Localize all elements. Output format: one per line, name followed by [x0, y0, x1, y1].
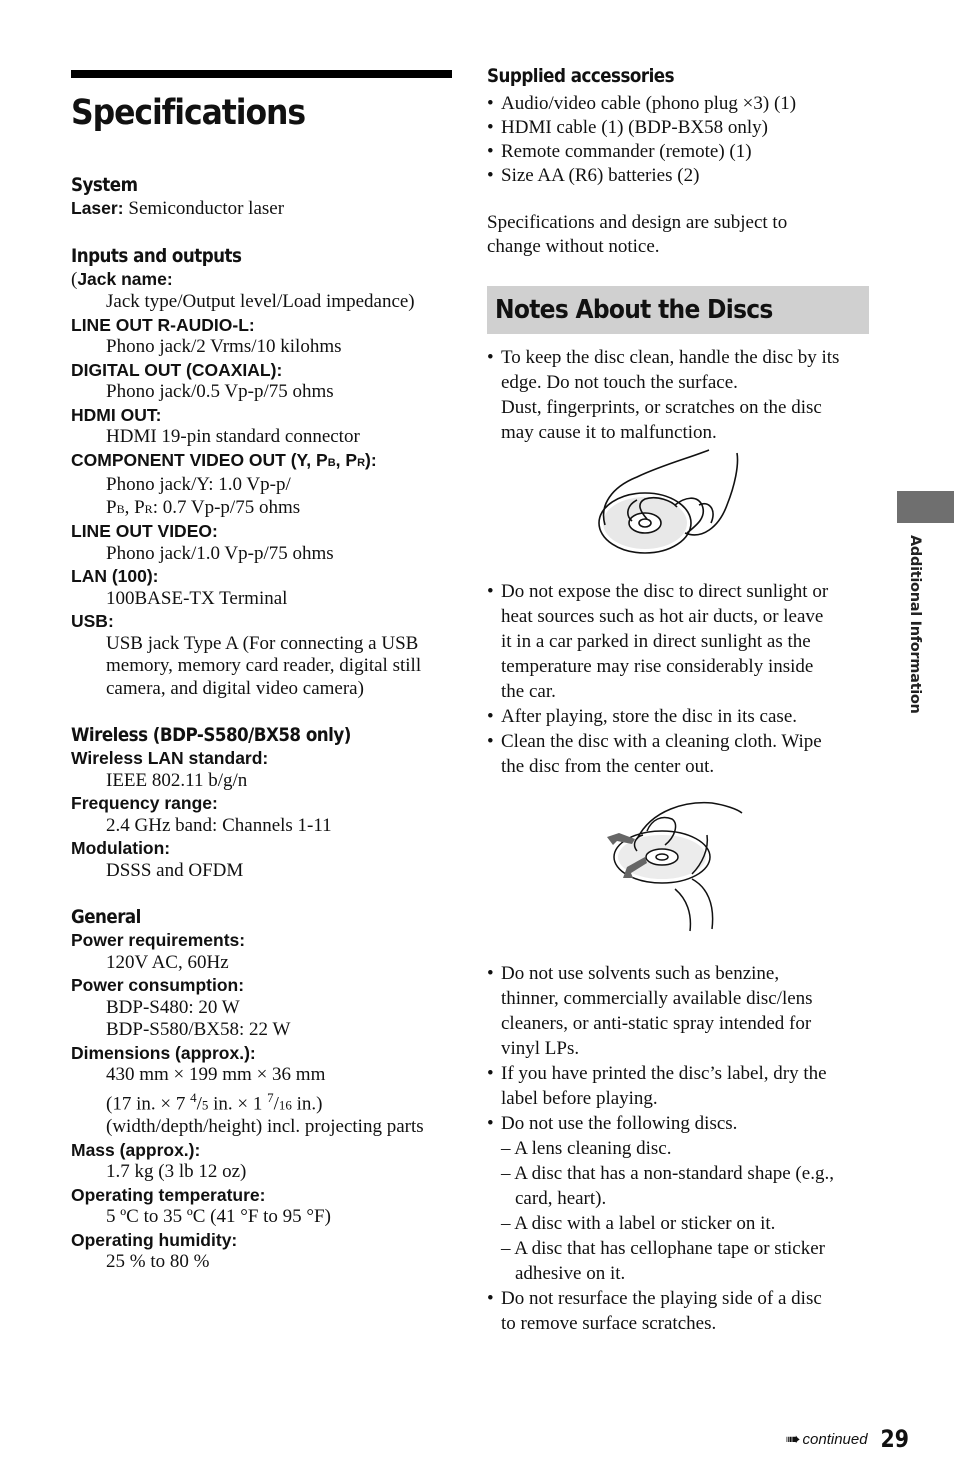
op-hum-def: 25 % to 80 %	[106, 1251, 210, 1273]
spec-notice-2: change without notice.	[487, 236, 660, 257]
continued-label: continued	[802, 1430, 868, 1448]
io-heading: Inputs and outputs	[71, 244, 242, 267]
power-req-term: Power requirements:	[71, 930, 246, 950]
io-legend-def: Jack type/Output level/Load impedance)	[106, 291, 415, 312]
component-video-term: COMPONENT VIDEO OUT (Y, PB, PR):	[71, 449, 377, 470]
frequency-def: 2.4 GHz band: Channels 1-11	[106, 814, 332, 836]
modulation-term: Modulation:	[71, 838, 171, 858]
digital-out-def: Phono jack/0.5 Vp-p/75 ohms	[106, 381, 334, 402]
line-out-video-term: LINE OUT VIDEO:	[71, 521, 218, 541]
io-legend-term: (Jack name:	[71, 268, 173, 290]
digital-out-term: DIGITAL OUT (COAXIAL):	[71, 359, 283, 380]
wireless-standard-term: Wireless LAN standard:	[71, 748, 269, 768]
mass-def: 1.7 kg (3 lb 12 oz)	[106, 1161, 247, 1183]
sub-note-nonstandard: – A disc that has a non-standard shape (e.g., card, heart).	[501, 1163, 834, 1209]
continued-arrow-icon: ➠	[785, 1428, 801, 1449]
hdmi-out-def: HDMI 19-pin standard connector	[106, 426, 360, 447]
laser-value: Semiconductor laser	[128, 198, 285, 219]
usb-def-1: USB jack Type A (For connecting a USB	[106, 632, 419, 654]
wireless-standard-def: IEEE 802.11 b/g/n	[106, 769, 248, 791]
laser-spec	[71, 197, 452, 221]
spec-notice-1: Specifications and design are subject to	[487, 212, 788, 233]
note-printed-label: • If you have printed the disc’s label, dry the label before playing.	[487, 1061, 869, 1111]
dimensions-def-2: (17 in. × 7 $^4$/5 in. × 1 $^7$/16 in.)	[106, 1089, 323, 1114]
note-handle-edge: • To keep the disc clean, handle the disc by its edge. Do not touch the surface. Dust, fingerprints, or scratches on the disc may cause it to malfunction.	[487, 345, 869, 445]
dimensions-def-3: (width/depth/height) incl. projecting parts	[106, 1116, 424, 1138]
wireless-heading: Wireless (BDP-S580/BX58 only)	[71, 724, 351, 746]
accessory-item: • Size AA (R6) batteries (2)	[487, 164, 869, 188]
mass-term: Mass (approx.):	[71, 1139, 201, 1160]
modulation-def: DSSS and OFDM	[106, 859, 244, 881]
disc-handling-illustration	[487, 445, 869, 575]
note-solvents: • Do not use solvents such as benzine, thinner, commercially available disc/lens cleaners, or anti-static spray intended for vinyl LPs.	[487, 961, 869, 1061]
note-clean-disc: • Clean the disc with a cleaning cloth. Wipe the disc from the center out.	[487, 729, 869, 779]
general-heading: General	[71, 906, 141, 928]
note-resurface: • Do not resurface the playing side of a disc to remove surface scratches.	[487, 1286, 869, 1336]
notes-heading: Notes About the Discs	[495, 295, 773, 325]
page-number: 29	[880, 1425, 909, 1453]
section-tab-marker	[897, 491, 954, 523]
op-temp-term: Operating temperature:	[71, 1184, 266, 1205]
disc-cleaning-illustration	[487, 779, 869, 939]
dimensions-term: Dimensions (approx.):	[71, 1042, 256, 1063]
page-footer	[785, 1425, 911, 1453]
power-cons-def-2: BDP-S580/BX58: 22 W	[106, 1019, 291, 1040]
line-out-video-def: Phono jack/1.0 Vp-p/75 ohms	[106, 542, 334, 564]
power-req-def: 120V AC, 60Hz	[106, 951, 229, 973]
accessory-item: • Remote commander (remote) (1)	[487, 140, 869, 164]
accessory-item: • Audio/video cable (phono plug ×3) (1)	[487, 92, 869, 116]
sub-note-cellophane: – A disc that has cellophane tape or sticker adhesive on it.	[501, 1238, 825, 1284]
system-heading: System	[71, 174, 138, 196]
line-out-audio-def: Phono jack/2 Vrms/10 kilohms	[106, 336, 342, 357]
sub-note-lens-cleaning: – A lens cleaning disc.	[501, 1138, 672, 1159]
note-do-not-use: • Do not use the following discs.	[487, 1111, 869, 1136]
sub-note-label-sticker: – A disc with a label or sticker on it.	[501, 1213, 776, 1234]
section-side-label: Additional Information	[907, 535, 923, 714]
lan-def: 100BASE-TX Terminal	[106, 587, 288, 609]
usb-def-3: camera, and digital video camera)	[106, 677, 364, 699]
usb-def-2: memory, memory card reader, digital still	[106, 655, 422, 676]
right-column	[487, 64, 869, 1336]
frequency-term: Frequency range:	[71, 793, 218, 813]
component-video-def-1: Phono jack/Y: 1.0 Vp-p/	[106, 474, 291, 495]
op-temp-def: 5 ºC to 35 ºC (41 °F to 95 °F)	[106, 1206, 331, 1228]
power-cons-term: Power consumption:	[71, 975, 245, 995]
op-hum-term: Operating humidity:	[71, 1229, 238, 1250]
component-video-def-2: PB, PR: 0.7 Vp-p/75 ohms	[106, 496, 301, 518]
page-title: Specifications	[71, 93, 306, 133]
accessory-item: • HDMI cable (1) (BDP-BX58 only)	[487, 116, 869, 140]
note-store-case: • After playing, store the disc in its case.	[487, 704, 869, 729]
title-rule	[71, 70, 452, 78]
lan-term: LAN (100):	[71, 566, 159, 586]
usb-term: USB:	[71, 611, 114, 631]
note-sunlight: • Do not expose the disc to direct sunlight or heat sources such as hot air ducts, or leave it in a car parked in direct sunlight as the temperature may rise considerably inside the car.	[487, 579, 869, 704]
dimensions-def-1: 430 mm × 199 mm × 36 mm	[106, 1064, 326, 1085]
left-column	[71, 70, 452, 1274]
line-out-audio-term: LINE OUT R-AUDIO-L:	[71, 314, 255, 335]
notes-heading-box	[487, 286, 869, 334]
accessories-heading: Supplied accessories	[487, 65, 675, 87]
hdmi-out-term: HDMI OUT:	[71, 404, 162, 425]
laser-label: Laser:	[71, 198, 124, 218]
power-cons-def-1: BDP-S480: 20 W	[106, 996, 240, 1018]
